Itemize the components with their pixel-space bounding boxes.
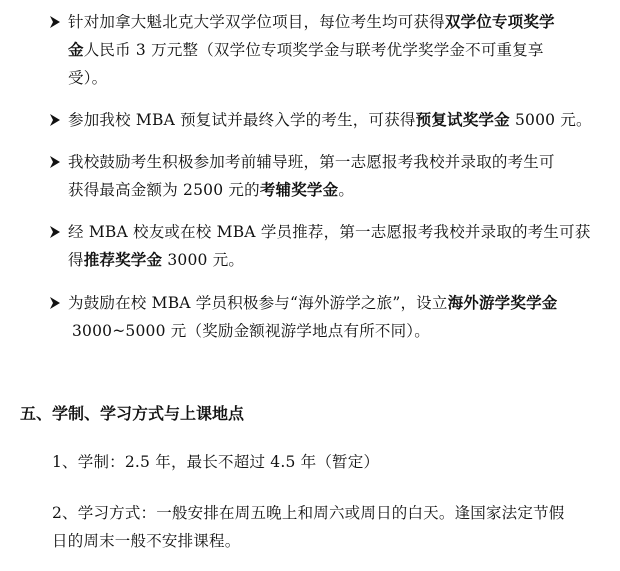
bullet-text: 得 — [68, 251, 84, 269]
bullet-text-line — [68, 68, 107, 88]
bullet-text: 人民币 3 万元整（双学位专项奖学金与联考优学奖学金不可重复享 — [83, 41, 544, 59]
bullet-text-line — [68, 222, 591, 242]
bold-scholarship-name: 预复试奖学金 — [415, 111, 510, 129]
bullet-text: 3000~5000 元（奖励金额视游学地点有所不同）。 — [72, 322, 430, 340]
bold-scholarship-name: 双学位专项奖学 — [444, 13, 555, 31]
paragraph-line: 1、学制：2.5 年，最长不超过 4.5 年（暂定） — [52, 453, 380, 471]
arrowhead-bullet-icon — [48, 225, 62, 239]
bullet-text: 获得最高金额为 2500 元的 — [68, 181, 260, 199]
bold-scholarship-name: 考辅奖学金 — [259, 181, 339, 199]
bullet-text-line — [68, 180, 354, 200]
bullet-text: 经 MBA 校友或在校 MBA 学员推荐，第一志愿报考我校并录取的考生可获 — [68, 223, 591, 241]
arrowhead-bullet-icon — [48, 113, 62, 127]
paragraph-line: 日的周末一般不安排课程。 — [52, 532, 241, 550]
paragraph-line: 2、学习方式：一般安排在周五晚上和周六或周日的白天。逢国家法定节假 — [52, 504, 565, 522]
bullet-text: 为鼓励在校 MBA 学员积极参与“海外游学之旅”，设立 — [68, 294, 448, 312]
bold-scholarship-name: 金 — [68, 41, 84, 59]
bullet-text-line — [72, 321, 430, 341]
bullet-text: 针对加拿大魁北克大学双学位项目，每位考生均可获得 — [68, 13, 445, 31]
arrowhead-bullet-icon — [48, 15, 62, 29]
bullet-text: 我校鼓励考生积极参加考前辅导班，第一志愿报考我校并录取的考生可 — [68, 153, 555, 171]
bullet-text-line — [68, 40, 544, 60]
bullet-text: 5000 元。 — [509, 111, 592, 129]
bullet-text: 受）。 — [68, 69, 108, 87]
bold-scholarship-name: 海外游学奖学金 — [447, 294, 558, 312]
bullet-text: 3000 元。 — [162, 251, 245, 269]
arrowhead-bullet-icon — [48, 155, 62, 169]
bullet-text: 参加我校 MBA 预复试并最终入学的考生，可获得 — [68, 111, 416, 129]
arrowhead-bullet-icon — [48, 296, 62, 310]
bullet-text: 。 — [338, 181, 355, 199]
bullet-text-line — [68, 250, 244, 270]
bullet-text-line — [68, 110, 592, 130]
bold-scholarship-name: 推荐奖学金 — [83, 251, 163, 269]
section-heading: 五、学制、学习方式与上课地点 — [20, 404, 245, 423]
bullet-text-line — [68, 293, 557, 313]
bullet-text-line — [68, 152, 555, 172]
bullet-text-line — [68, 12, 555, 32]
